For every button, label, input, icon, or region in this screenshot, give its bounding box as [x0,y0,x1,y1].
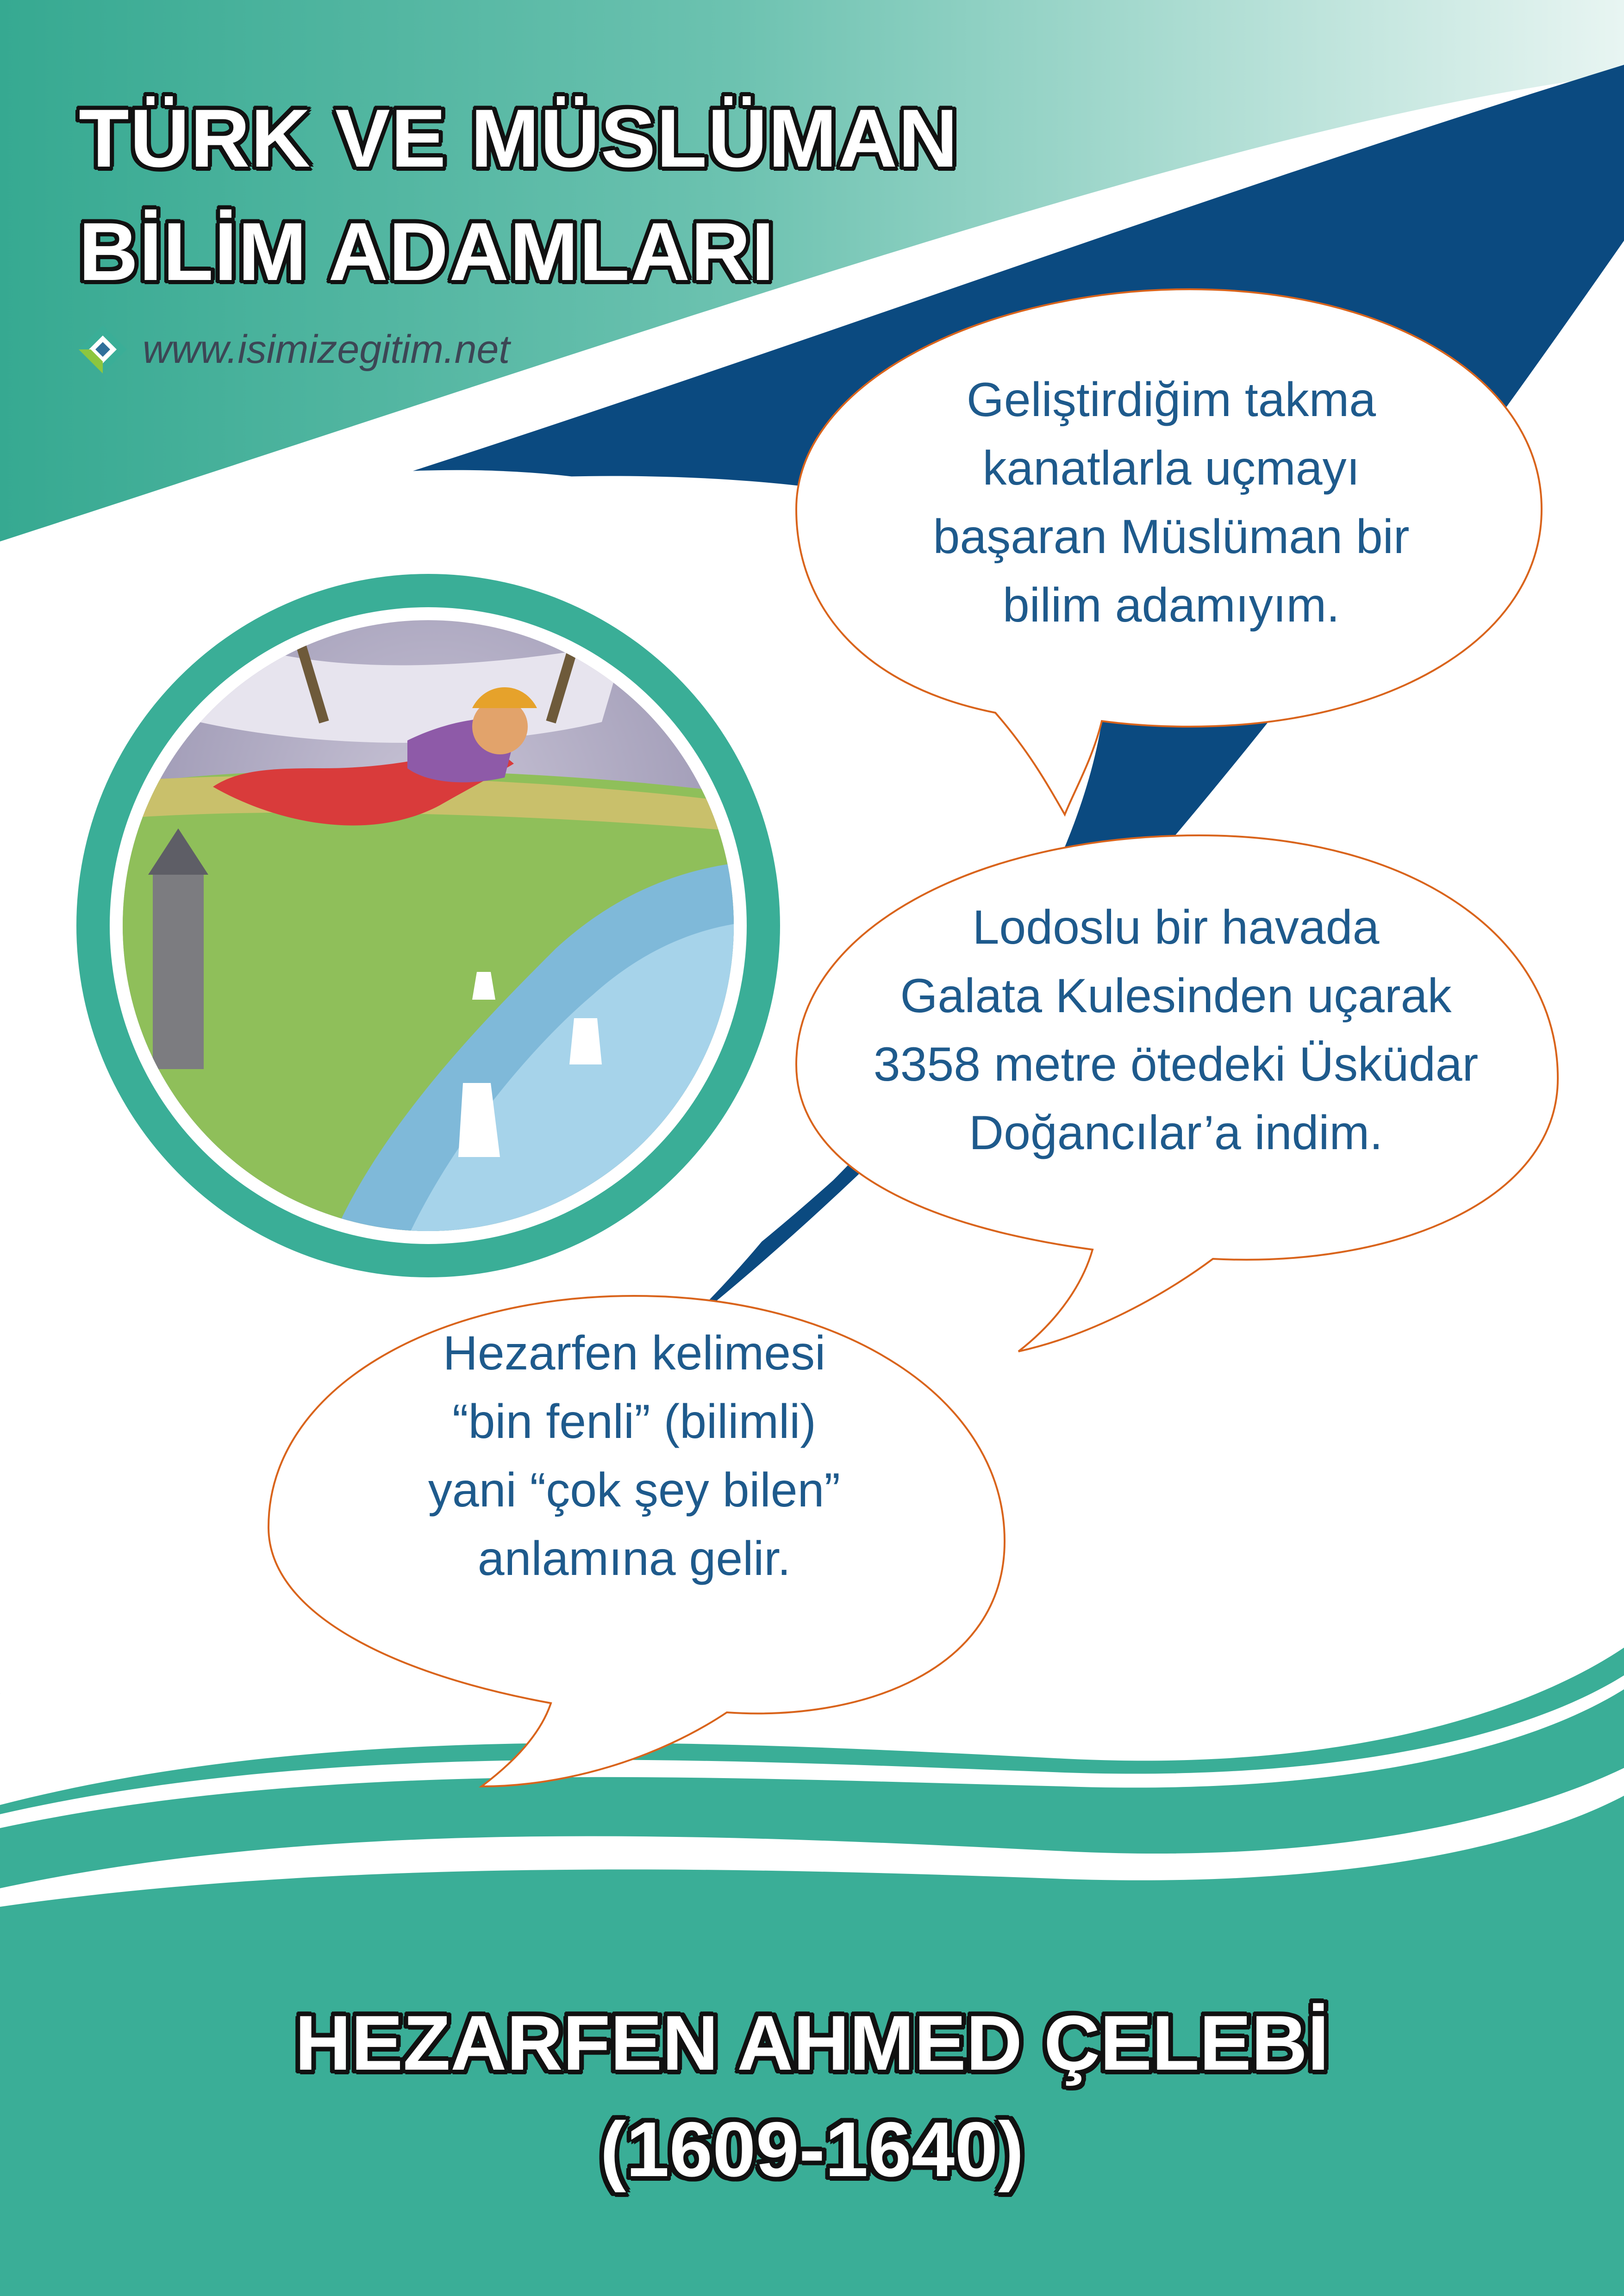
bubble-2-line-1: Lodoslu bir havada [972,901,1380,954]
website-credit [75,319,510,380]
speech-bubble-2-text [806,893,1546,1167]
bubble-1-line-4: bilim adamıyım. [1002,579,1340,632]
bottom-teal-band [0,1648,1624,2296]
speech-bubble-3-text [296,1319,972,1593]
scientist-name: HEZARFEN AHMED ÇELEBİ [295,1999,1329,2086]
website-url: www.isimizegitim.net [143,327,510,372]
isimizegitim-logo-icon [75,322,131,377]
bubble-1-line-2: kanatlarla uçmayı [982,442,1360,495]
bubble-2-line-2: Galata Kulesinden uçarak [900,969,1452,1023]
scientist-years: (1609-1640) [600,2106,1024,2193]
page-title-line-1: TÜRK VE MÜSLÜMAN [79,92,959,184]
bubble-3-line-3: yani “çok şey bilen” [428,1463,841,1517]
bubble-2-line-3: 3358 metre ötedeki Üsküdar [873,1038,1479,1091]
bubble-1-line-1: Geliştirdiğim takma [966,373,1376,427]
bubble-3-line-1: Hezarfen kelimesi [443,1326,826,1380]
page-title-line-2: BİLİM ADAMLARI [79,205,775,298]
speech-bubble-1-text [824,366,1518,640]
bubble-1-line-3: başaran Müslüman bir [933,510,1410,564]
bubble-3-line-2: “bin fenli” (bilimli) [452,1395,816,1449]
bubble-3-line-4: anlamına gelir. [477,1532,791,1586]
bubble-2-line-4: Doğancılar’a indim. [968,1106,1383,1160]
